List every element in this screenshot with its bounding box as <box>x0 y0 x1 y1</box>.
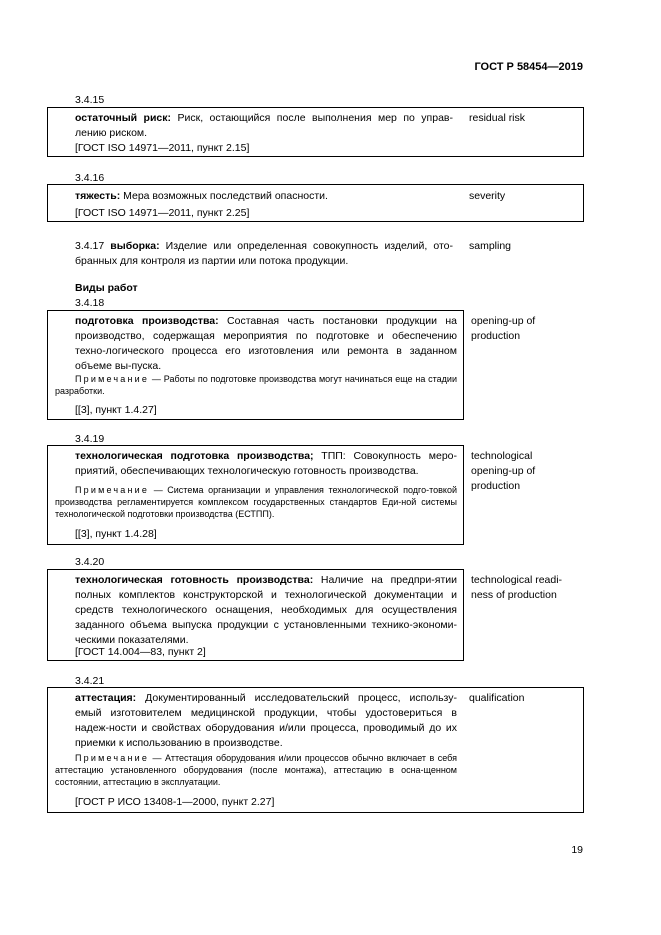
note-label: Примечание <box>75 485 150 495</box>
term-name: технологическая готовность производства: <box>75 574 314 586</box>
term-definition <box>75 111 453 141</box>
term-number: 3.4.16 <box>75 172 105 184</box>
term-source: [[3], пункт 1.4.27] <box>75 404 157 416</box>
english-term: severity <box>469 190 506 202</box>
section-heading: Виды работ <box>75 282 138 294</box>
english-term: technological opening-up of production <box>471 450 536 492</box>
term-number: 3.4.18 <box>75 297 105 309</box>
english-term: technological readi-ness of production <box>471 574 563 601</box>
term-number: 3.4.19 <box>75 433 105 445</box>
term-note <box>55 484 457 520</box>
term-name: технологическая подготовка производства; <box>75 450 314 462</box>
english-term: sampling <box>469 240 512 252</box>
term-definition <box>75 573 457 648</box>
english-term: opening-up of production <box>471 315 536 342</box>
term-number: 3.4.15 <box>75 94 105 106</box>
note-label: Примечание <box>75 374 150 384</box>
definition-text: Наличие на предпри-ятии полных комплектов конструкторской и технологической документации и средств технологического оснащения, необходимых для осуществления заданного объема выпуска продукции с установленными технико-экономи-ческими показателями. <box>75 574 457 646</box>
term-source: [ГОСТ Р ИСО 13408-1—2000, пункт 2.27] <box>75 796 275 808</box>
term-source: [ГОСТ 14.004—83, пункт 2] <box>75 646 206 658</box>
term-number: 3.4.17 <box>75 240 105 252</box>
definition-text: Риск, остающийся после выполнения мер по управ-лению риском. <box>75 112 453 139</box>
term-source: [ГОСТ ISO 14971—2011, пункт 2.15] <box>75 142 250 154</box>
english-term: residual risk <box>469 112 526 124</box>
definition-text: Изделие или определенная совокупность изделий, ото-бранных для контроля из партии или потока продукции. <box>75 240 453 267</box>
note-label: Примечание <box>75 753 150 763</box>
term-number: 3.4.21 <box>75 675 105 687</box>
term-source: [[3], пункт 1.4.28] <box>75 528 157 540</box>
term-definition <box>75 314 457 374</box>
term-definition <box>75 239 453 269</box>
definition-text: Составная часть постановки продукции на производство, содержащая мероприятия по подготовке и обеспечению техно-логического процесса его изготовления или ремонта в заданном объеме вы-пуска. <box>75 315 457 372</box>
term-name: аттестация: <box>75 692 137 704</box>
document-code: ГОСТ Р 58454—2019 <box>474 61 583 73</box>
term-definition <box>75 189 453 204</box>
term-note <box>55 752 457 788</box>
term-name: остаточный риск: <box>75 112 172 124</box>
term-definition <box>75 691 457 751</box>
definition-text: Мера возможных последствий опасности. <box>120 190 328 202</box>
page-number: 19 <box>571 844 583 856</box>
term-name: тяжесть: <box>75 190 121 202</box>
note-text: — Аттестация оборудования и/или процессов обычно включает в себя аттестацию установленного оборудования (после монтажа), аттестацию в осна-щенном состоянии, аттестацию в эксплуатации. <box>55 753 457 787</box>
note-text: — Система организации и управления технологической подго-товкой производства регламентируется комплексом государственных стандартов Еди-ной системы технологической подготовки производства (ЕСТПП). <box>55 485 457 519</box>
definition-text: Документированный исследовательский процесс, использу-емый изготовителем медицинской продукции, чтобы удостовериться в надеж-ности и свойствах оборудования и/или процесса, проводимый до их приемки к использованию в производстве. <box>75 692 457 749</box>
term-number: 3.4.20 <box>75 556 105 568</box>
definition-text: ТПП: Совокупность меро-приятий, обеспечивающих технологическую готовность производства. <box>75 450 457 477</box>
term-name: подготовка производства: <box>75 315 219 327</box>
term-source: [ГОСТ ISO 14971—2011, пункт 2.25] <box>75 207 250 219</box>
term-definition <box>75 449 457 479</box>
english-term: qualification <box>469 692 525 704</box>
term-note <box>55 373 457 397</box>
note-text: — Работы по подготовке производства могут начинаться еще на стадии разработки. <box>55 374 457 396</box>
term-name: выборка: <box>110 240 160 252</box>
